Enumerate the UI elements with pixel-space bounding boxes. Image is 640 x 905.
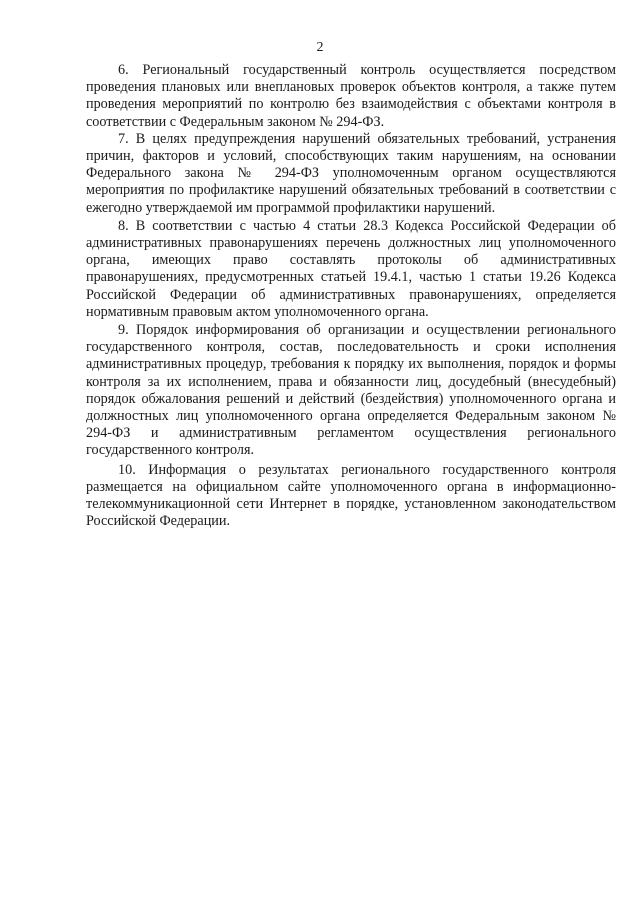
- paragraph-9: 9. Порядок информирования об организации и осуществлении регионального государственного контроля, состав, последовательность и сроки исполнения административных процедур, требования к порядку их выполнения, порядок и формы контроля за их исполнением, права и обязанности лиц, досудебный (внесудебный) порядок обжалования решений и действий (бездействия) уполномоченного органа и должностных лиц уполномоченного органа определяется Федеральным законом № 294-ФЗ и административным регламентом осуществления регионального государственного контроля.: [86, 322, 616, 459]
- paragraph-8: 8. В соответствии с частью 4 статьи 28.3 Кодекса Российской Федерации об административных правонарушениях перечень должностных лиц уполномоченного органа, имеющих право составлять протоколы об административных правонарушениях, предусмотренных статьей 19.4.1, частью 1 статьи 19.26 Кодекса Российской Федерации об административных правонарушениях, определяется нормативным правовым актом уполномоченного органа.: [86, 217, 616, 320]
- paragraph-6: 6. Региональный государственный контроль осуществляется посредством проведения плановых или внеплановых проверок объектов контроля, а также путем проведения мероприятий по контролю без взаимодействия с объектами контроля в соответствии с Федеральным законом № 294-ФЗ.: [86, 62, 616, 130]
- page-number: 2: [316, 40, 324, 55]
- paragraph-7: 7. В целях предупреждения нарушений обязательных требований, устранения причин, факторов и условий, способствующих таким нарушениям, на основании Федерального закона № 294-ФЗ уполномоченным органом осуществляются мероприятия по профилактике нарушений обязательных требований в соответствии с ежегодно утверждаемой им программой профилактики нарушений.: [86, 130, 616, 216]
- paragraph-10: 10. Информация о результатах регионального государственного контроля размещается на официальном сайте уполномоченного органа в информационно-телекоммуникационной сети Интернет в порядке, установленном законодательством Российской Федерации.: [86, 461, 616, 530]
- document-body: [86, 62, 616, 530]
